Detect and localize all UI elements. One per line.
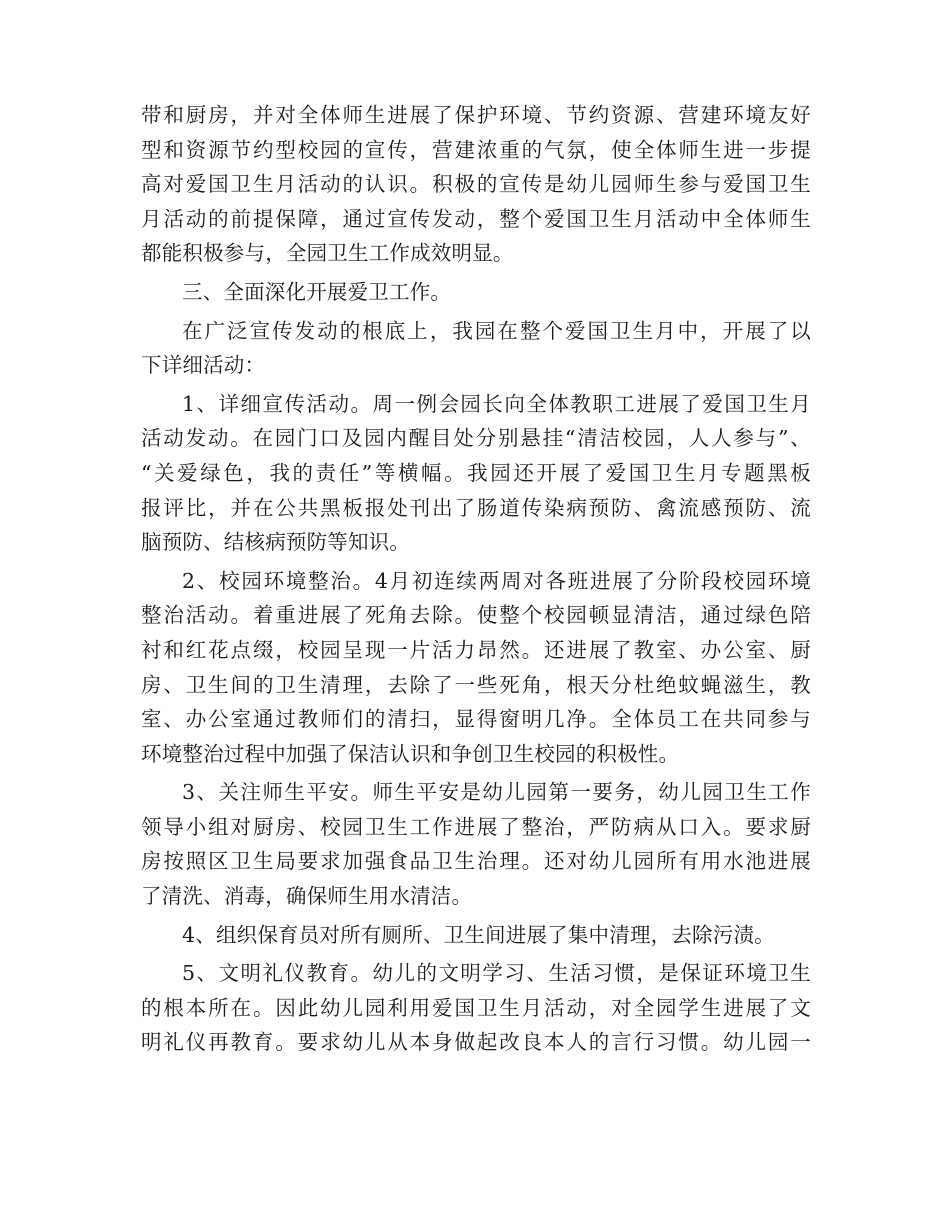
text-line: 衬和红花点缀，校园呈现一片活力昂然。还进展了教室、办公室、厨 xyxy=(141,637,811,662)
text-line: 房、卫生间的卫生清理，去除了一些死角，根天分杜绝蚊蝇滋生，教 xyxy=(141,672,811,697)
text-line: 3、关注师生平安。师生平安是幼儿园第一要务，幼儿园卫生工作 xyxy=(182,780,811,805)
text-line: 领导小组对厨房、校园卫生工作进展了整治，严防病从口入。要求厨 xyxy=(141,814,811,839)
paragraph-5 xyxy=(141,564,811,772)
paragraph-8 xyxy=(141,956,811,1060)
text-line: 明礼仪再教育。要求幼儿从本身做起改良本人的言行习惯。幼儿园一 xyxy=(141,1030,811,1055)
text-line: 环境整治过程中加强了保洁认识和争创卫生校园的积极性。 xyxy=(141,741,680,766)
text-line: 2、校园环境整治。4月初连续两周对各班进展了分阶段校园环境 xyxy=(182,568,811,593)
document-body xyxy=(141,98,811,1060)
text-line: 1、详细宣传活动。周一例会园长向全体教职工进展了爱国卫生月 xyxy=(182,391,811,416)
text-line: 4、组织保育员对所有厕所、卫生间进展了集中清理，去除污渍。 xyxy=(182,922,775,947)
text-line: 脑预防、结核病预防等知识。 xyxy=(141,530,411,555)
text-line: 都能积极参与，全园卫生工作成效明显。 xyxy=(141,241,514,266)
text-line: 高对爱国卫生月活动的认识。积极的宣传是幼儿园师生参与爱国卫生 xyxy=(141,172,811,197)
text-line: 了清洗、消毒，确保师生用水清洁。 xyxy=(141,884,473,909)
text-line: 报评比，并在公共黑板报处刊出了肠道传染病预防、禽流感预防、流 xyxy=(141,495,811,520)
paragraph-4 xyxy=(141,387,811,560)
text-line: 月活动的前提保障，通过宣传发动，整个爱国卫生月活动中全体师生 xyxy=(141,206,811,231)
text-line: 室、办公室通过教师们的清扫，显得窗明几净。全体员工在共同参与 xyxy=(141,707,811,732)
text-line: 带和厨房，并对全体师生进展了保护环境、节约资源、营建环境友好 xyxy=(141,103,811,127)
text-line: 5、文明礼仪教育。幼儿的文明学习、生活习惯，是保证环境卫生 xyxy=(182,961,811,986)
text-line: 整治活动。着重进展了死角去除。使整个校园顿显清洁，通过绿色陪 xyxy=(141,603,811,628)
text-line: 下详细活动： xyxy=(141,353,266,378)
text-line: “关爱绿色，我的责任”等横幅。我园还开展了爱国卫生月专题黑板 xyxy=(141,460,811,485)
text-line: 活动发动。在园门口及园内醒目处分别悬挂“清洁校园，人人参与”、 xyxy=(141,426,811,451)
paragraph-3 xyxy=(141,314,811,383)
text-line: 型和资源节约型校园的宣传，营建浓重的气氛，使全体师生进一步提 xyxy=(141,137,811,162)
text-line: 在广泛宣传发动的根底上，我园在整个爱国卫生月中，开展了以 xyxy=(182,318,811,343)
paragraph-1 xyxy=(141,98,811,271)
paragraph-6 xyxy=(141,775,811,913)
section-heading xyxy=(141,275,811,310)
text-line: 房按照区卫生局要求加强食品卫生治理。还对幼儿园所有用水池进展 xyxy=(141,849,811,874)
text-line: 三、全面深化开展爱卫工作。 xyxy=(182,279,452,304)
paragraph-7 xyxy=(141,918,811,953)
text-line: 的根本所在。因此幼儿园利用爱国卫生月活动，对全园学生进展了文 xyxy=(141,995,811,1020)
